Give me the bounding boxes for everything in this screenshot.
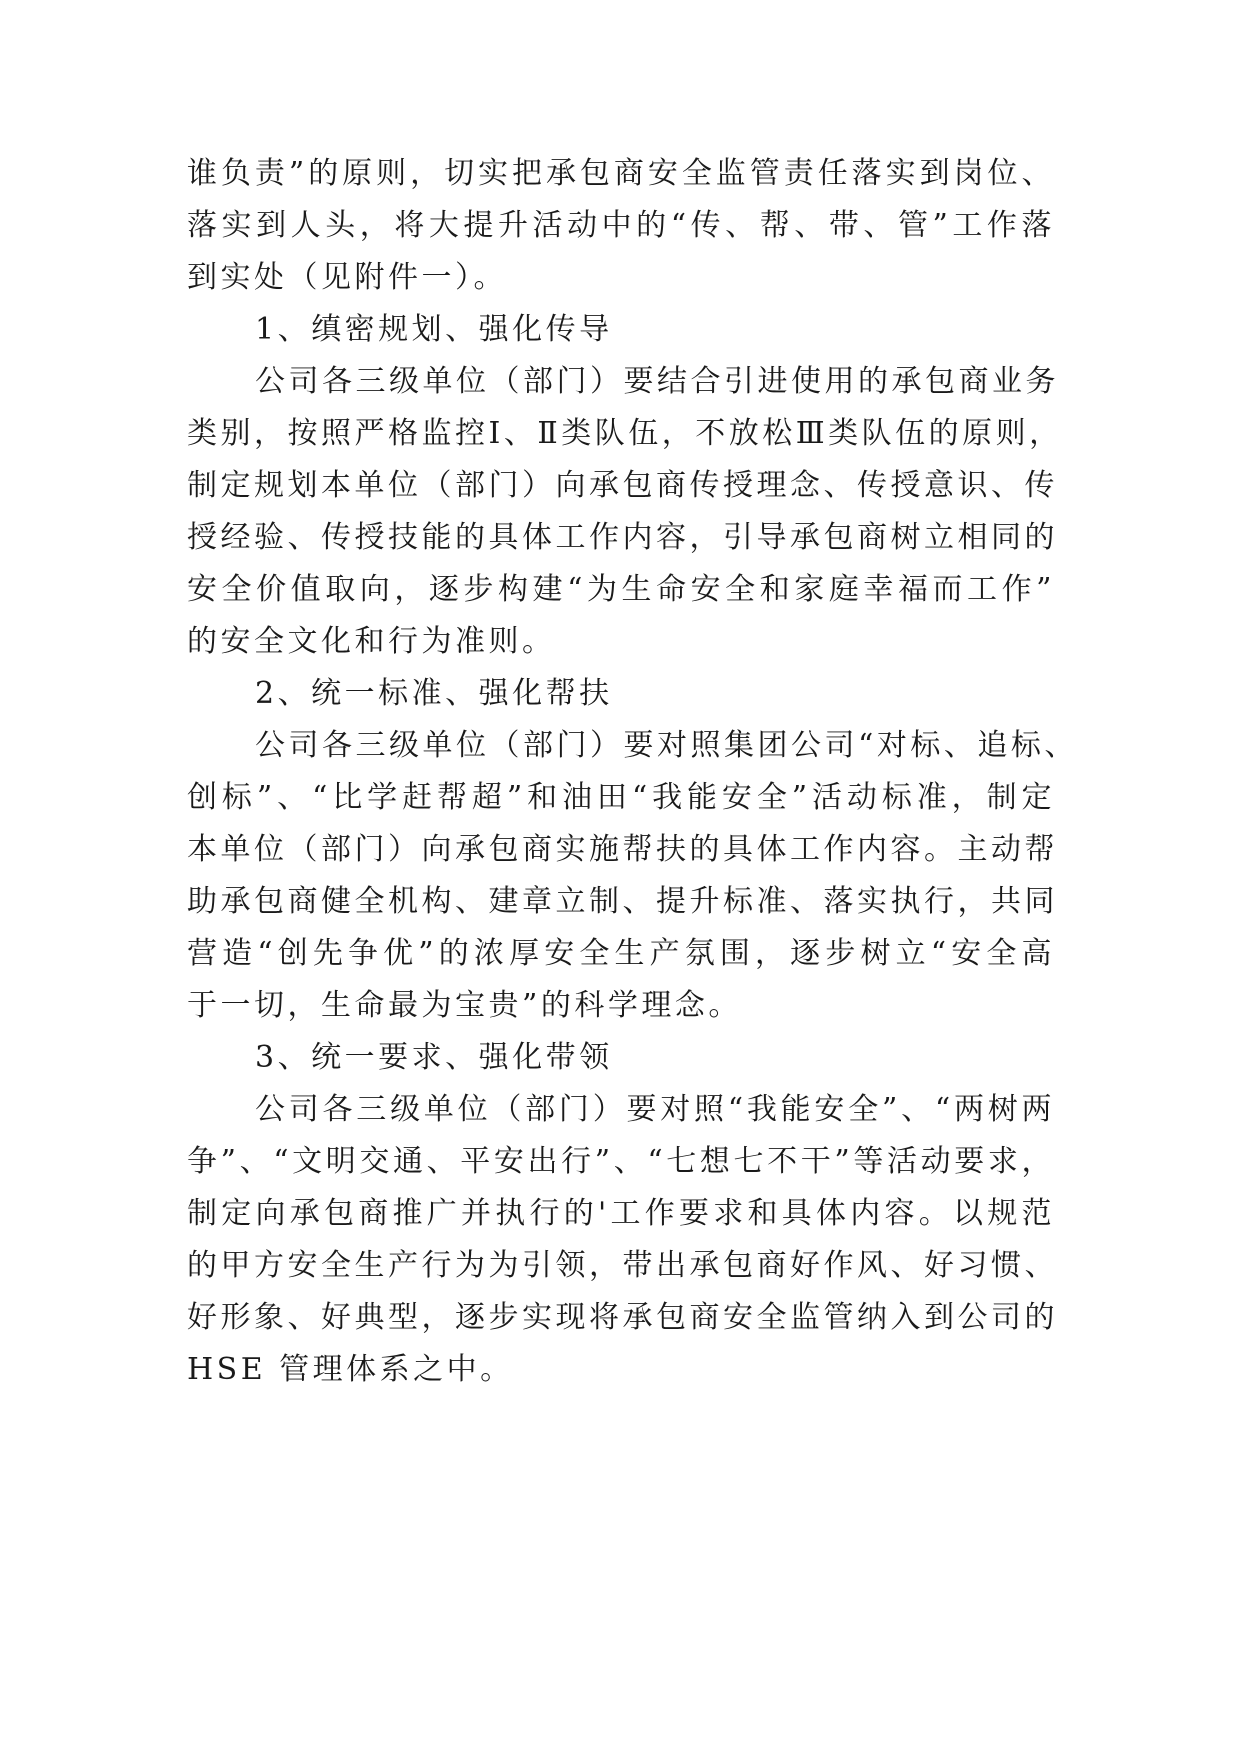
- body-line: 安全价值取向，逐步构建“为生命安全和家庭幸福而工作”: [187, 572, 1055, 607]
- body-line: 助承包商健全机构、建章立制、提升标准、落实执行，共同: [187, 884, 1058, 919]
- section-heading: 2、统一标准、强化帮扶: [255, 676, 613, 711]
- document-body: [187, 148, 1078, 1396]
- body-line: 制定规划本单位（部门）向承包商传授理念、传授意识、传: [187, 468, 1058, 503]
- body-line: 创标”、“比学赶帮超”和油田“我能安全”活动标准，制定: [187, 780, 1055, 815]
- body-line: 类别，按照严格监控Ⅰ、Ⅱ类队伍，不放松Ⅲ类队伍的原则，: [187, 416, 1063, 451]
- body-line: 于一切，生命最为宝贵”的科学理念。: [187, 988, 742, 1023]
- body-line: HSE 管理体系之中。: [187, 1352, 514, 1387]
- body-line: 谁负责”的原则，切实把承包商安全监管责任落实到岗位、: [187, 156, 1055, 191]
- body-line: 营造“创先争优”的浓厚安全生产氛围，逐步树立“安全高: [187, 936, 1055, 971]
- body-line: 的安全文化和行为准则。: [187, 624, 556, 659]
- body-line: 落实到人头，将大提升活动中的“传、帮、带、管”工作落: [187, 208, 1055, 243]
- body-line: 授经验、传授技能的具体工作内容，引导承包商树立相同的: [187, 520, 1058, 555]
- section-heading: 3、统一要求、强化带领: [255, 1040, 613, 1075]
- body-line: 公司各三级单位（部门）要对照集团公司“对标、追标、: [255, 728, 1078, 763]
- body-line: 公司各三级单位（部门）要结合引进使用的承包商业务: [255, 364, 1059, 399]
- body-line: 好形象、好典型，逐步实现将承包商安全监管纳入到公司的: [187, 1300, 1058, 1335]
- body-line: 制定向承包商推广并执行的'工作要求和具体内容。以规范: [187, 1196, 1055, 1231]
- body-line: 到实处（见附件一）。: [187, 260, 507, 295]
- body-line: 公司各三级单位（部门）要对照“我能安全”、“两树两: [255, 1092, 1055, 1127]
- body-line: 争”、“文明交通、平安出行”、“七想七不干”等活动要求，: [187, 1144, 1055, 1179]
- body-line: 的甲方安全生产行为为引领，带出承包商好作风、好习惯、: [187, 1248, 1058, 1283]
- body-line: 本单位（部门）向承包商实施帮扶的具体工作内容。主动帮: [187, 832, 1058, 867]
- section-heading: 1、缜密规划、强化传导: [255, 312, 613, 347]
